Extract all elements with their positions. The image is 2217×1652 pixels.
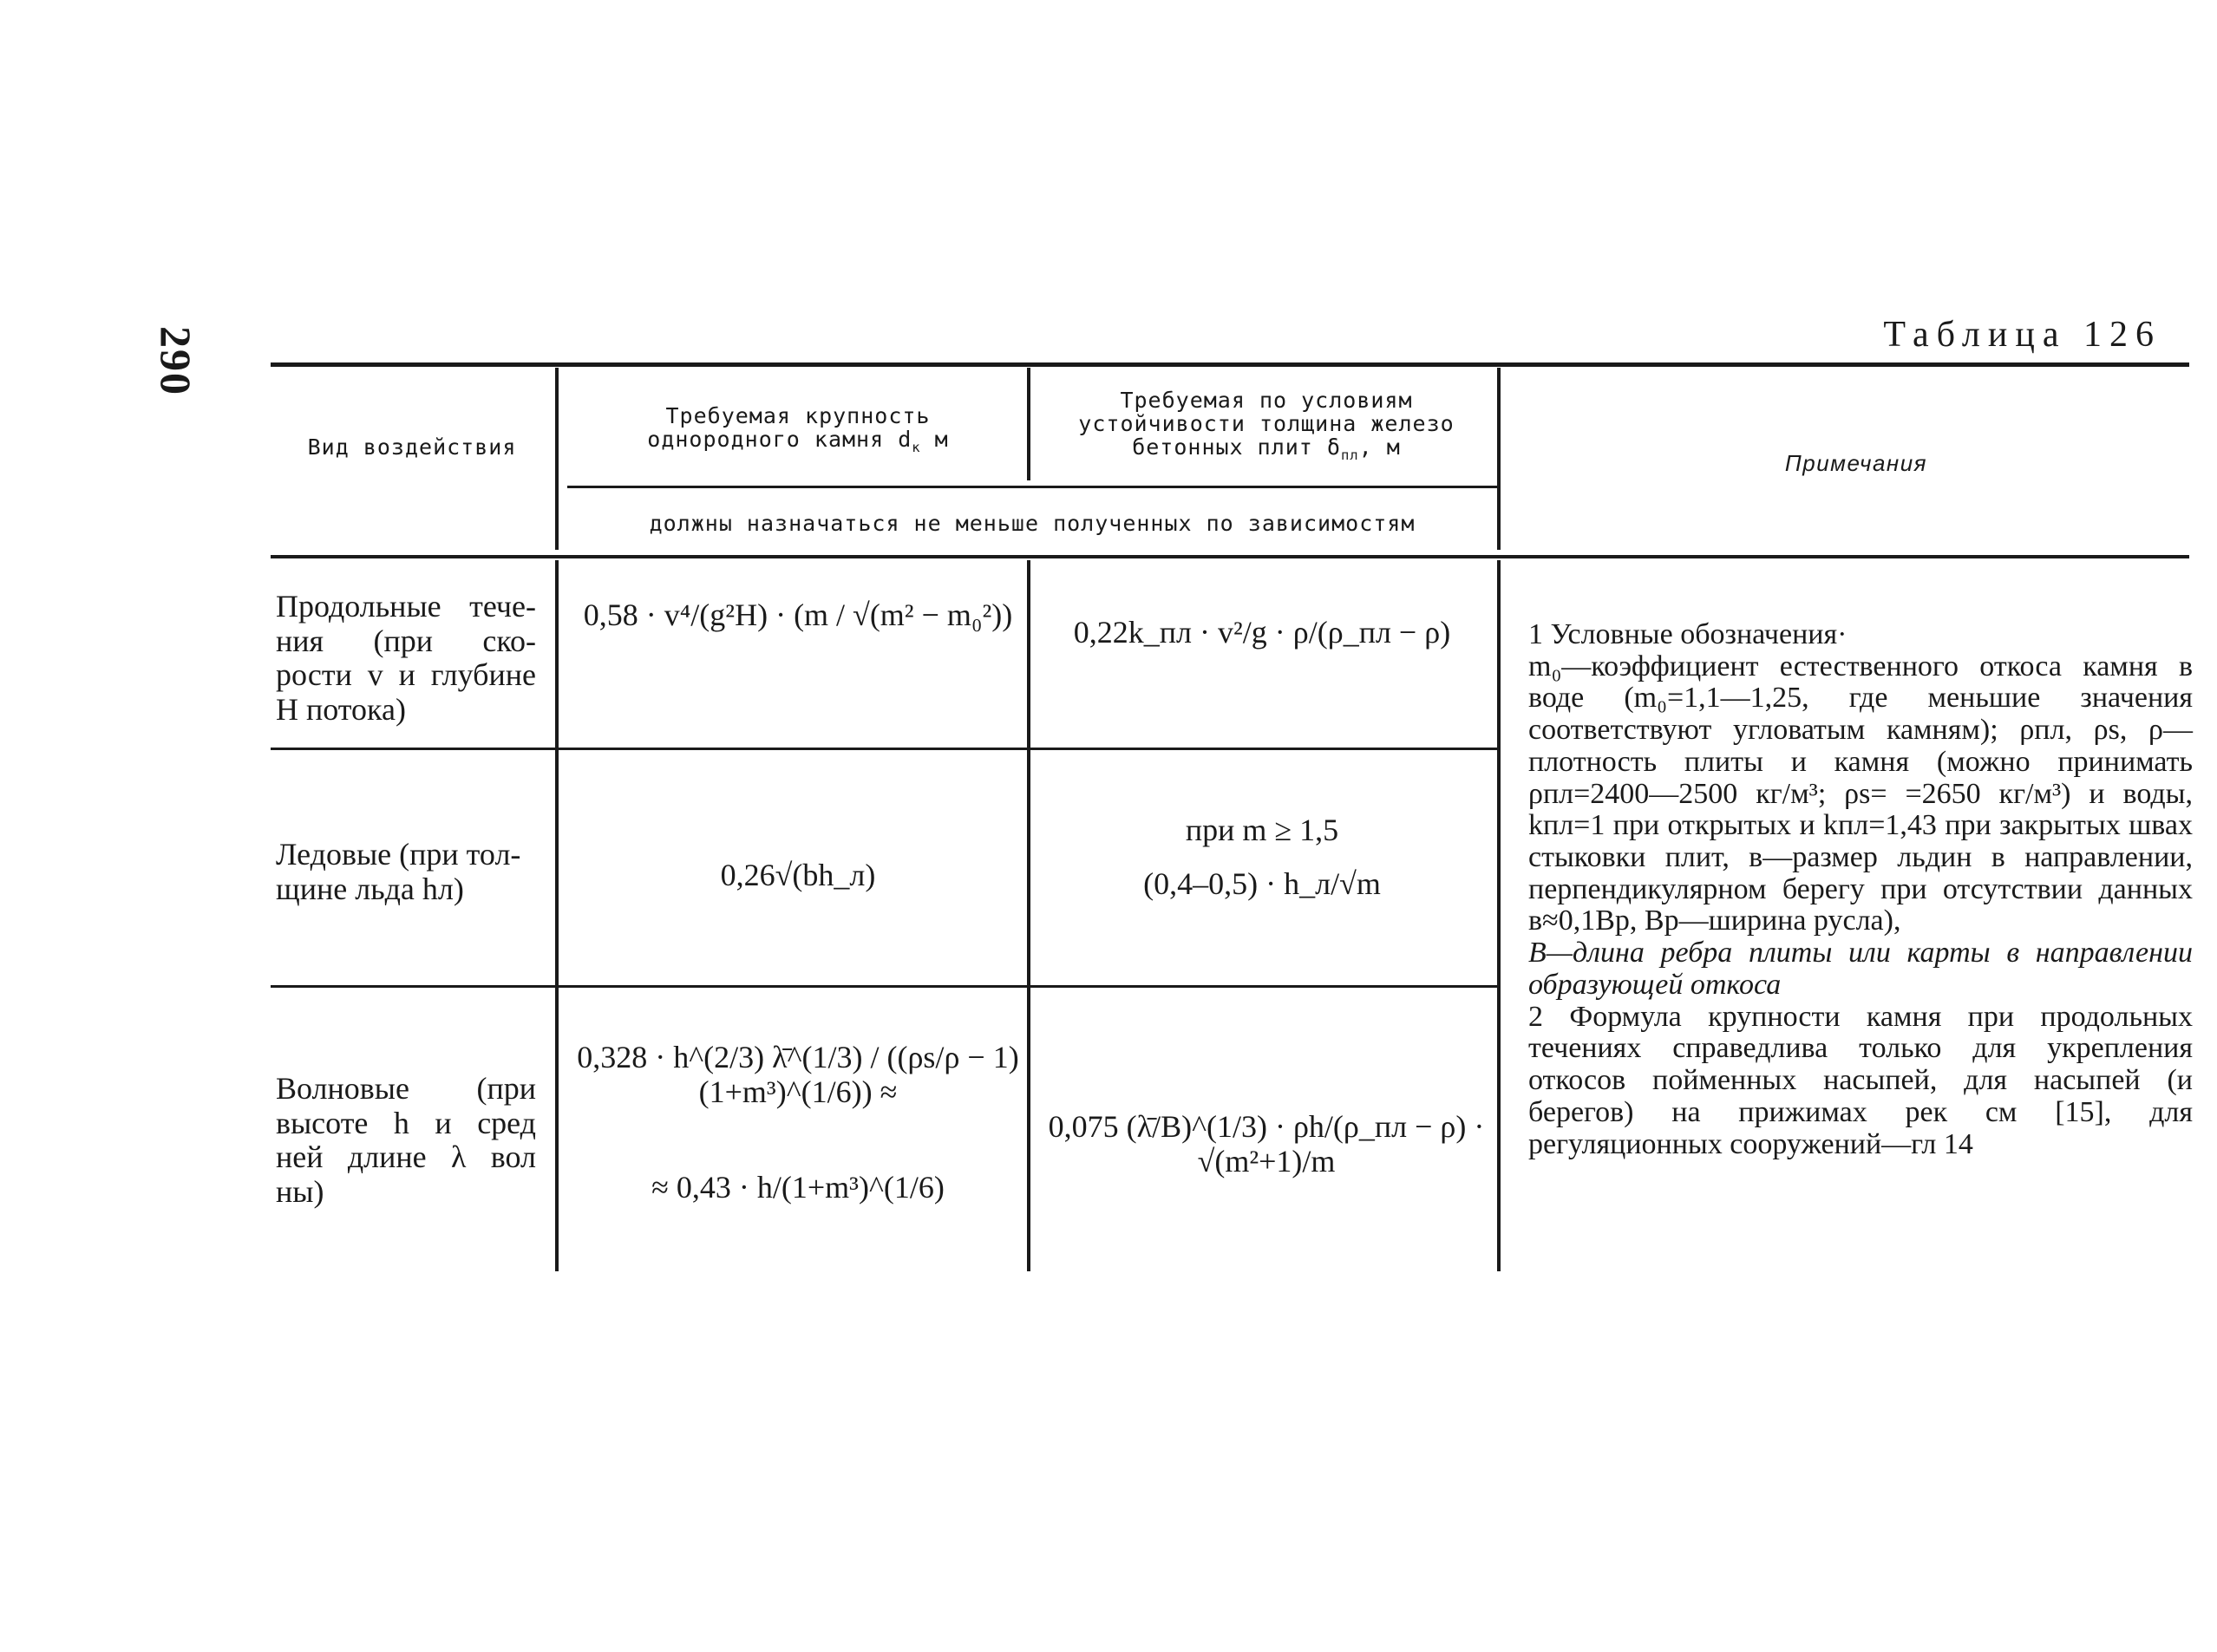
col-rule-1 [555, 560, 559, 1271]
row-2-slab-condition: при m ≥ 1,5 [1185, 813, 1339, 847]
row-3-type: Волновые (при высоте h и сред ней длине λ вол ны) [276, 1071, 536, 1209]
notes-paragraph-3: 2 Формула крупности камня при продольных течениях справедлива только для укрепления откосов пойменных насыпей, для насыпей (и берегов) на прижимах рек см [15], для регуляционных сооружений—гл 14 [1528, 1000, 2193, 1160]
header-stone-size: Требуемая крупность однородного камня $d_к$ м [647, 403, 949, 455]
row-3-slab-formula: 0,075 (λ̄/B)^(1/3) · ρh/(ρ_пл − ρ) · √(m²+1)/m [1048, 1109, 1485, 1179]
col-rule-2 [1027, 560, 1030, 1271]
row-1-slab-formula: 0,22k_пл · v²/g · ρ/(ρ_пл − ρ) [1073, 615, 1451, 650]
header-slab-thickness: Требуемая по условиям устойчивости толщина железо бетонных плит $\delta_{пл}$, м [1078, 388, 1455, 463]
table-caption: Таблица 126 [1883, 315, 2161, 355]
notes-paragraph-2: В—длина ребра плиты или карты в направлении образующей откоса [1528, 937, 2193, 1001]
table-top-rule [271, 362, 2189, 367]
row-1-type: Продольные тече- ния (при ско- рости v и глубине H потока) [276, 589, 536, 727]
row-divider-1 [271, 748, 1499, 750]
col-rule-2-header [1027, 368, 1030, 480]
col-rule-3-header [1497, 368, 1501, 550]
notes-paragraph-1: m₀—коэффициент естественного откоса камня в воде (m₀=1,1—1,25, где меньшие значения соответствуют угловатым камням); ρпл, ρs, ρ—плотность плиты и камня (можно принимать ρпл=2400—2500 кг/м³; ρs= =2650 кг/м³) и воды, kпл=1 при открытых и kпл=1,43 при закрытых швах стыковки плит, в—размер льдин в направлении, перпендикулярном берегу при отсутствии данных в≈0,1Вр, Вр—ширина русла), [1528, 650, 2193, 937]
row-2-stone-formula: 0,26√(bh_л) [720, 858, 876, 892]
row-3-stone-formula: 0,328 · h^(2/3) λ̄^(1/3) / ((ρs/ρ − 1)(1+m³)^(1/6)) ≈ [577, 1040, 1019, 1109]
row-2-type: Ледовые (при тол- щине льда hл) [276, 837, 521, 906]
row-2-slab-formula: (0,4–0,5) · h_л/√m [1143, 866, 1381, 901]
row-divider-2 [271, 985, 1499, 988]
row-3-stone-formula-approx: ≈ 0,43 · h/(1+m³)^(1/6) [651, 1170, 945, 1205]
header-type: Вид воздействия [307, 434, 517, 460]
notes-block [1528, 619, 2193, 1160]
col-rule-3 [1497, 560, 1501, 1271]
col-rule-1-header [555, 368, 559, 550]
notes-title: 1 Условные обозначения· [1528, 618, 1848, 650]
row-1-stone-formula: 0,58 · v⁴/(g²H) · (m / √(m² − m₀²)) [583, 597, 1013, 632]
header-span-row: должны назначаться не меньше полученных по зависимостям [649, 511, 1416, 536]
header-bottom-rule [271, 555, 2189, 558]
page-number: 290 [152, 326, 200, 396]
header-notes: Примечания [1784, 450, 1928, 476]
header-inner-rule [567, 486, 1497, 488]
